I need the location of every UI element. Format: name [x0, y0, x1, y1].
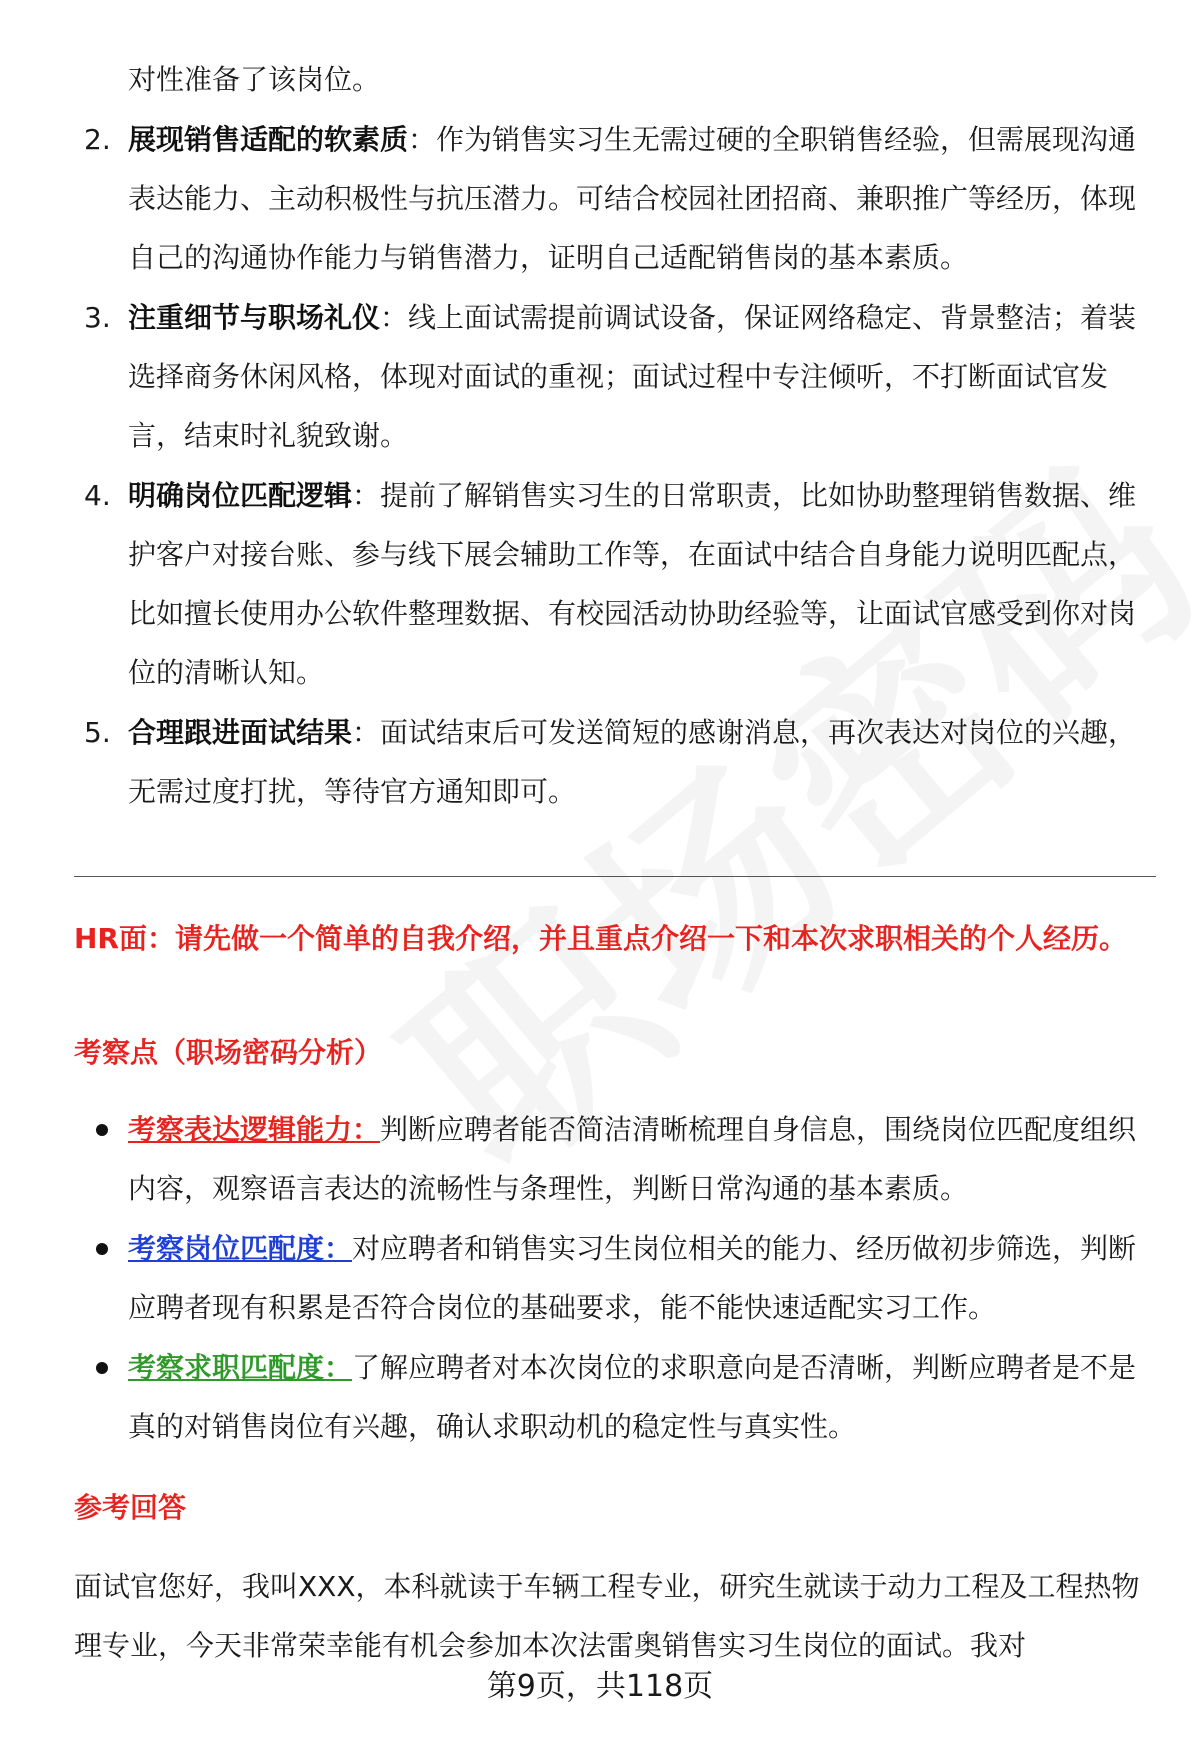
point-text: 了解应聘者对本次岗位的求职意向是否清晰，判断应聘者是不是真的对销售岗位有兴趣，确认求职动机的稳定性与真实性。 [128, 1351, 1137, 1443]
point-label: 考察表达逻辑能力： [128, 1113, 381, 1146]
tip-item [128, 703, 1148, 821]
tip-number: 3. [84, 301, 111, 334]
tip-title: 明确岗位匹配逻辑 [128, 479, 353, 512]
point-text: 对应聘者和销售实习生岗位相关的能力、经历做初步筛选，判断应聘者现有积累是否符合岗位的基础要求，能不能快速适配实习工作。 [128, 1232, 1137, 1324]
interview-question: HR面：请先做一个简单的自我介绍，并且重点介绍一下和本次求职相关的个人经历。 [74, 922, 1127, 955]
bullet-dot [96, 1362, 108, 1374]
tip-sep: ： [352, 479, 381, 512]
continuation-text: 对性准备了该岗位。 [128, 63, 381, 96]
analysis-heading: 考察点（职场密码分析） [74, 1036, 383, 1069]
tip-number: 2. [84, 123, 111, 156]
bullet-dot [96, 1243, 108, 1255]
section-divider [74, 876, 1156, 877]
tip-title: 展现销售适配的软素质 [128, 123, 409, 156]
reference-heading: 参考回答 [74, 1491, 187, 1524]
tip-item [128, 466, 1148, 702]
tip-number: 4. [84, 479, 111, 512]
tip-title: 注重细节与职场礼仪 [128, 301, 381, 334]
tip-text: 面试结束后可发送简短的感谢消息，再次表达对岗位的兴趣，无需过度打扰，等待官方通知即可。 [128, 716, 1137, 808]
tip-item [128, 110, 1148, 287]
point-label: 考察岗位匹配度： [128, 1232, 353, 1265]
point-label: 考察求职匹配度： [128, 1351, 353, 1384]
tip-text: 作为销售实习生无需过硬的全职销售经验，但需展现沟通表达能力、主动积极性与抗压潜力。可结合校园社团招商、兼职推广等经历，体现自己的沟通协作能力与销售潜力，证明自己适配销售岗的基本素质。 [128, 123, 1137, 274]
reference-answer: 面试官您好，我叫XXX，本科就读于车辆工程专业，研究生就读于动力工程及工程热物理专业，今天非常荣幸能有机会参加本次法雷奥销售实习生岗位的面试。我对 [74, 1570, 1140, 1662]
tip-sep: ： [380, 301, 409, 334]
tip-number: 5. [84, 716, 111, 749]
tip-text: 线上面试需提前调试设备，保证网络稳定、背景整洁；着装选择商务休闲风格，体现对面试的重视；面试过程中专注倾听，不打断面试官发言，结束时礼貌致谢。 [128, 301, 1137, 452]
analysis-point [128, 1100, 1148, 1218]
analysis-point [128, 1338, 1148, 1456]
point-text: 判断应聘者能否简洁清晰梳理自身信息，围绕岗位匹配度组织内容，观察语言表达的流畅性与条理性，判断日常沟通的基本素质。 [128, 1113, 1137, 1205]
page-number: 第9页，共118页 [486, 1669, 714, 1704]
tip-sep: ： [408, 123, 437, 156]
bullet-dot [96, 1124, 108, 1136]
tip-title: 合理跟进面试结果 [128, 716, 353, 749]
tip-text: 提前了解销售实习生的日常职责，比如协助整理销售数据、维护客户对接台账、参与线下展会辅助工作等，在面试中结合自身能力说明匹配点，比如擅长使用办公软件整理数据、有校园活动协助经验等，让面试官感受到你对岗位的清晰认知。 [128, 479, 1137, 689]
tip-item [128, 288, 1148, 465]
tip-sep: ： [352, 716, 381, 749]
analysis-point [128, 1219, 1148, 1337]
